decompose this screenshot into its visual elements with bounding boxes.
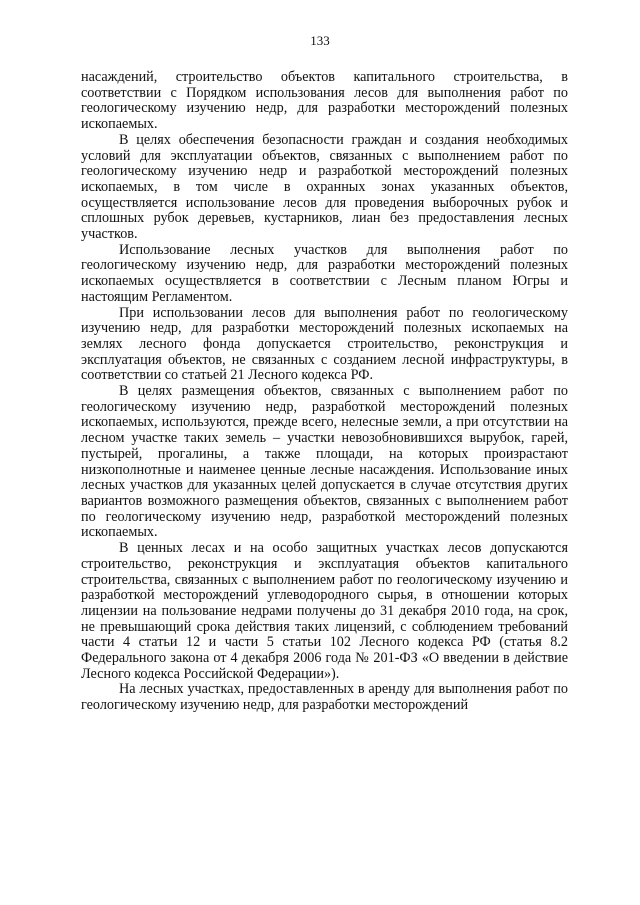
document-body	[81, 70, 568, 714]
paragraph: На лесных участках, предоставленных в аренду для выполнения работ по геологическому изучению недр, для разработки месторождений	[81, 681, 568, 714]
paragraph: В целях размещения объектов, связанных с выполнением работ по геологическому изучению недр, разработкой месторождений полезных ископаемых, используются, прежде всего, нелесные земли, а при отсутствии на лесном участке таких земель – участки невозобновившихся вырубок, гарей, пустырей, прогалины, а также площади, на которых произрастают низкополнотные и наименее ценные лесные насаждения. Использование иных лесных участков для указанных целей допускается в случае отсутствия других вариантов возможного размещения объектов, связанных с выполнением работ по геологическому изучению недр, разработкой месторождений полезных ископаемых.	[81, 383, 568, 541]
paragraph: При использовании лесов для выполнения работ по геологическому изучению недр, для разработки месторождений полезных ископаемых на землях лесного фонда допускается строительство, реконструкция и эксплуатация объектов, не связанных с созданием лесной инфраструктуры, в соответствии со статьей 21 Лесного кодекса РФ.	[81, 304, 568, 384]
paragraph: В ценных лесах и на особо защитных участках лесов допускаются строительство, реконструкция и эксплуатация объектов капитального строительства, связанных с выполнением работ по геологическому изучению и разработкой месторождений углеводородного сырья, в отношении которых лицензии на пользование недрами получены до 31 декабря 2010 года, на срок, не превышающий срока действия таких лицензий, с соблюдением требований части 4 статьи 12 и части 5 статьи 102 Лесного кодекса РФ (статья 8.2 Федерального закона от 4 декабря 2006 года № 201-ФЗ «О введении в действие Лесного кодекса Российской Федерации»).	[81, 540, 568, 682]
paragraph: насаждений, строительство объектов капитального строительства, в соответствии с Порядком использования лесов для выполнения работ по геологическому изучению недр, для разработки месторождений полезных ископаемых.	[81, 69, 568, 133]
paragraph: В целях обеспечения безопасности граждан и создания необходимых условий для эксплуатации объектов, связанных с выполнением работ по геологическому изучению недр и разработкой месторождений полезных ископаемых, в том числе в охранных зонах указанных объектов, осуществляется использование лесов для проведения выборочных рубок и сплошных рубок деревьев, кустарников, лиан без предоставления лесных участков.	[81, 131, 568, 243]
paragraph: Использование лесных участков для выполнения работ по геологическому изучению недр, для разработки месторождений полезных ископаемых осуществляется в соответствии с Лесным планом Югры и настоящим Регламентом.	[81, 241, 568, 305]
page-number: 133	[310, 33, 330, 48]
